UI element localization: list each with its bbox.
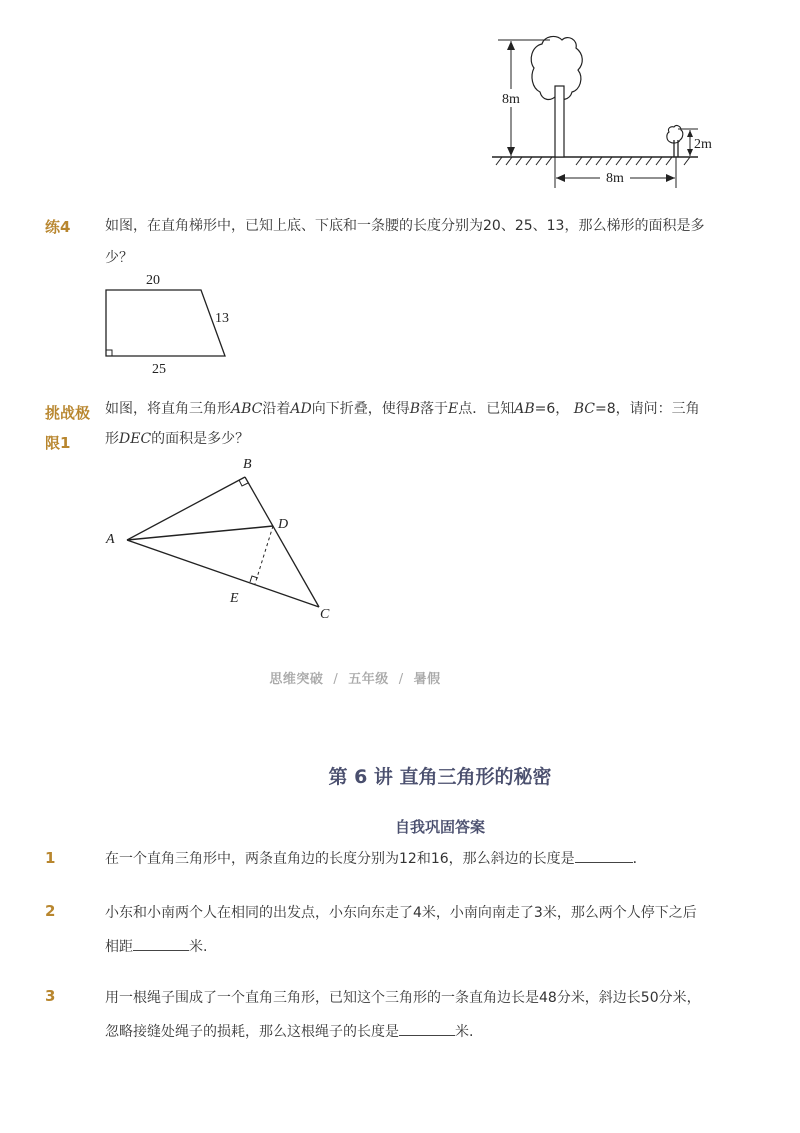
answer-blank[interactable] xyxy=(575,846,633,863)
challenge1-label-line2: 限1 xyxy=(45,434,71,452)
question3-text: 用一根绳子围成了一个直角三角形，已知这个三角形的一条直角边长是48分米，斜边长50分米， 忽略接缝处绳子的损耗，那么这根绳子的长度是 米. xyxy=(105,990,701,1040)
challenge1-line1: 如图，将直角三角形ABC沿着AD向下折叠，使得B落于E点．已知AB=6， BC=8，请问：三角 xyxy=(105,401,700,417)
footer-term: 暑假 xyxy=(413,672,441,687)
tree-height-figure xyxy=(480,30,730,195)
trapezoid-top-label: 20 xyxy=(146,273,160,288)
footer-grade: 五年级 xyxy=(348,672,389,687)
vertex-b-label: B xyxy=(243,457,252,472)
question2-text: 小东和小南两个人在相同的出发点，小东向东走了4米，小南向南走了3米，那么两个人停下之后 相距 米. xyxy=(105,905,697,955)
footer-course: 思维突破 xyxy=(269,672,324,687)
page-footer xyxy=(0,668,710,687)
exercise4-line2: 少？ xyxy=(105,250,133,266)
challenge1-label xyxy=(45,398,90,458)
lecture-title: 第 6 讲 直角三角形的秘密 xyxy=(328,766,552,788)
question2-number: 2 xyxy=(45,902,56,920)
section-title: 自我巩固答案 xyxy=(394,818,485,836)
challenge1-text xyxy=(105,394,725,454)
exercise4-label: 练4 xyxy=(45,218,71,236)
exercise4-text xyxy=(105,210,725,274)
vertex-c-label: C xyxy=(320,607,330,622)
challenge1-label-line1: 挑战极 xyxy=(45,404,91,422)
trapezoid-side-label: 13 xyxy=(215,311,229,326)
triangle-fold-figure xyxy=(100,455,350,625)
challenge1-line2: 形DEC的面积是多少？ xyxy=(105,431,250,447)
tall-height-label: 8m xyxy=(502,92,520,107)
distance-label: 8m xyxy=(606,171,624,186)
question1-text: 在一个直角三角形中，两条直角边的长度分别为12和16，那么斜边的长度是 ． xyxy=(105,843,725,875)
answer-blank[interactable] xyxy=(133,934,189,951)
vertex-e-label: E xyxy=(230,591,239,606)
trapezoid-figure xyxy=(95,270,245,380)
short-height-label: 2m xyxy=(694,137,712,152)
vertex-a-label: A xyxy=(106,532,115,547)
question1-number: 1 xyxy=(45,849,56,867)
trapezoid-bottom-label: 25 xyxy=(152,362,166,377)
question3-number: 3 xyxy=(45,987,56,1005)
vertex-d-label: D xyxy=(278,517,289,532)
exercise4-line1: 如图，在直角梯形中，已知上底、下底和一条腰的长度分别为20、25、13，那么梯形的面积是多 xyxy=(105,218,705,234)
answer-blank[interactable] xyxy=(399,1019,455,1036)
footer-separator: / xyxy=(398,672,404,687)
footer-separator: / xyxy=(333,672,339,687)
